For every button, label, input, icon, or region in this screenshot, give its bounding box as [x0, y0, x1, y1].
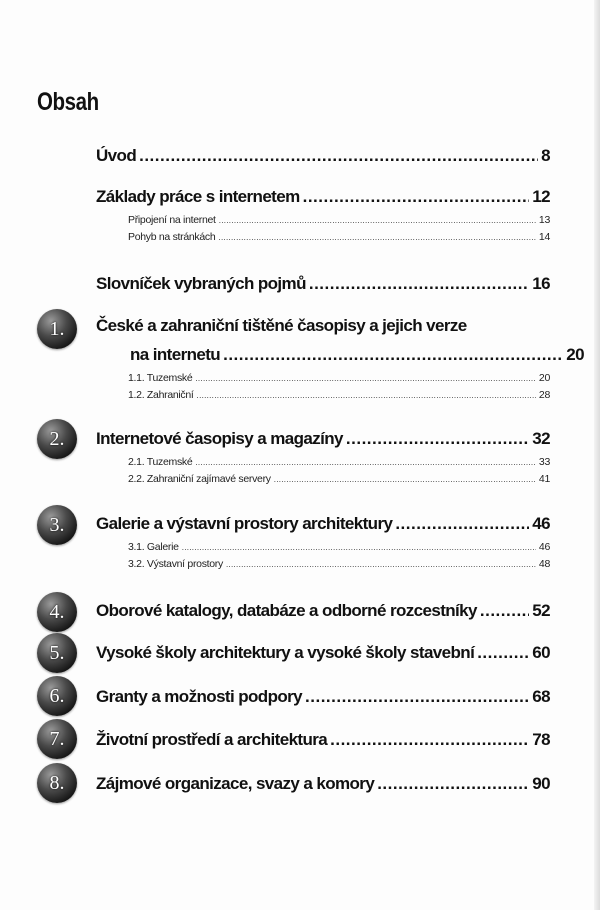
- toc-subentry: [96, 229, 550, 246]
- toc-chapter-5: [96, 638, 550, 668]
- chapter-title: Zájmové organizace, svazy a komory: [96, 774, 375, 793]
- chapter-page: 60: [532, 643, 550, 662]
- leader-dots: [223, 340, 563, 370]
- subentry-page: 13: [538, 214, 550, 226]
- leader-dots: [477, 638, 529, 668]
- leader-dots: [480, 596, 529, 626]
- leader-dots: [218, 229, 535, 246]
- leader-dots: [346, 424, 529, 454]
- toc-subentry: [96, 556, 550, 573]
- chapter-3-badge: 3.: [37, 505, 77, 545]
- leader-dots: [195, 454, 536, 471]
- leader-dots: [305, 682, 529, 712]
- subentry-title: 2.1. Tuzemské: [128, 456, 193, 468]
- toc-chapter-1: [96, 312, 584, 404]
- chapter-title: Granty a možnosti podpory: [96, 687, 303, 706]
- toc-chapter-6: [96, 682, 550, 712]
- entry-title: Úvod: [96, 146, 137, 165]
- subentry-title: 2.2. Zahraniční zajímavé servery: [128, 473, 271, 485]
- subentry-page: 48: [538, 558, 550, 570]
- chapter-6-badge: 6.: [37, 676, 77, 716]
- subentry-title: Připojení na internet: [128, 214, 216, 226]
- toc-subentry: [96, 539, 550, 556]
- subentry-title: 3.1. Galerie: [128, 541, 179, 553]
- toc-subentry: [96, 454, 550, 471]
- subentry-page: 28: [538, 389, 550, 401]
- leader-dots: [226, 556, 536, 573]
- leader-dots: [395, 509, 529, 539]
- page-edge: [594, 0, 600, 910]
- chapter-title-line2: na internetu: [130, 345, 221, 364]
- chapter-page: 32: [532, 429, 550, 448]
- entry-title: Slovníček vybraných pojmů: [96, 274, 306, 293]
- toc-subentry: [96, 370, 550, 387]
- chapter-page: 20: [566, 345, 584, 364]
- subentry-title: Pohyb na stránkách: [128, 231, 216, 243]
- chapter-title: Životní prostředí a architektura: [96, 730, 328, 749]
- toc-entry-basics: [96, 182, 550, 246]
- toc-chapter-8: [96, 769, 550, 799]
- toc-subentry: [96, 212, 550, 229]
- toc-chapter-3: [96, 509, 550, 573]
- chapter-8-badge: 8.: [37, 763, 77, 803]
- toc-chapter-7: [96, 725, 550, 755]
- subentry-page: 46: [538, 541, 550, 553]
- chapter-5-badge: 5.: [37, 633, 77, 673]
- chapter-page: 78: [532, 730, 550, 749]
- chapter-7-badge: 7.: [37, 719, 77, 759]
- entry-title: Základy práce s internetem: [96, 187, 300, 206]
- leader-dots: [197, 387, 536, 404]
- subentry-title: 3.2. Výstavní prostory: [128, 558, 223, 570]
- chapter-4-badge: 4.: [37, 592, 77, 632]
- leader-dots: [182, 539, 536, 556]
- subentry-page: 14: [538, 231, 550, 243]
- chapter-title-line1: České a zahraniční tištěné časopisy a jejich verze: [96, 316, 467, 335]
- subentry-page: 41: [538, 473, 550, 485]
- chapter-page: 52: [532, 601, 550, 620]
- entry-page: 8: [541, 146, 550, 165]
- chapter-title: Galerie a výstavní prostory architektury: [96, 514, 393, 533]
- leader-dots: [309, 269, 529, 299]
- toc-subentry: [96, 471, 550, 488]
- chapter-title: Internetové časopisy a magazíny: [96, 429, 343, 448]
- toc-chapter-2: [96, 424, 550, 488]
- chapter-page: 46: [532, 514, 550, 533]
- subentry-page: 33: [538, 456, 550, 468]
- toc-entry-intro: [96, 141, 550, 171]
- leader-dots: [195, 370, 536, 387]
- leader-dots: [303, 182, 530, 212]
- subentry-title: 1.1. Tuzemské: [128, 372, 193, 384]
- leader-dots: [219, 212, 536, 229]
- subentry-page: 20: [538, 372, 550, 384]
- page-title: Obsah: [37, 88, 99, 116]
- leader-dots: [274, 471, 536, 488]
- leader-dots: [139, 141, 538, 171]
- chapter-2-badge: 2.: [37, 419, 77, 459]
- toc-entry-glossary: [96, 269, 550, 299]
- chapter-title: Oborové katalogy, databáze a odborné rozcestníky: [96, 601, 477, 620]
- subentry-title: 1.2. Zahraniční: [128, 389, 194, 401]
- toc-chapter-4: [96, 596, 550, 626]
- leader-dots: [330, 725, 529, 755]
- entry-page: 16: [532, 274, 550, 293]
- leader-dots: [377, 769, 529, 799]
- chapter-page: 90: [532, 774, 550, 793]
- chapter-1-badge: 1.: [37, 309, 77, 349]
- chapter-title: Vysoké školy architektury a vysoké školy stavební: [96, 643, 475, 662]
- toc-subentry: [96, 387, 550, 404]
- chapter-page: 68: [532, 687, 550, 706]
- entry-page: 12: [532, 187, 550, 206]
